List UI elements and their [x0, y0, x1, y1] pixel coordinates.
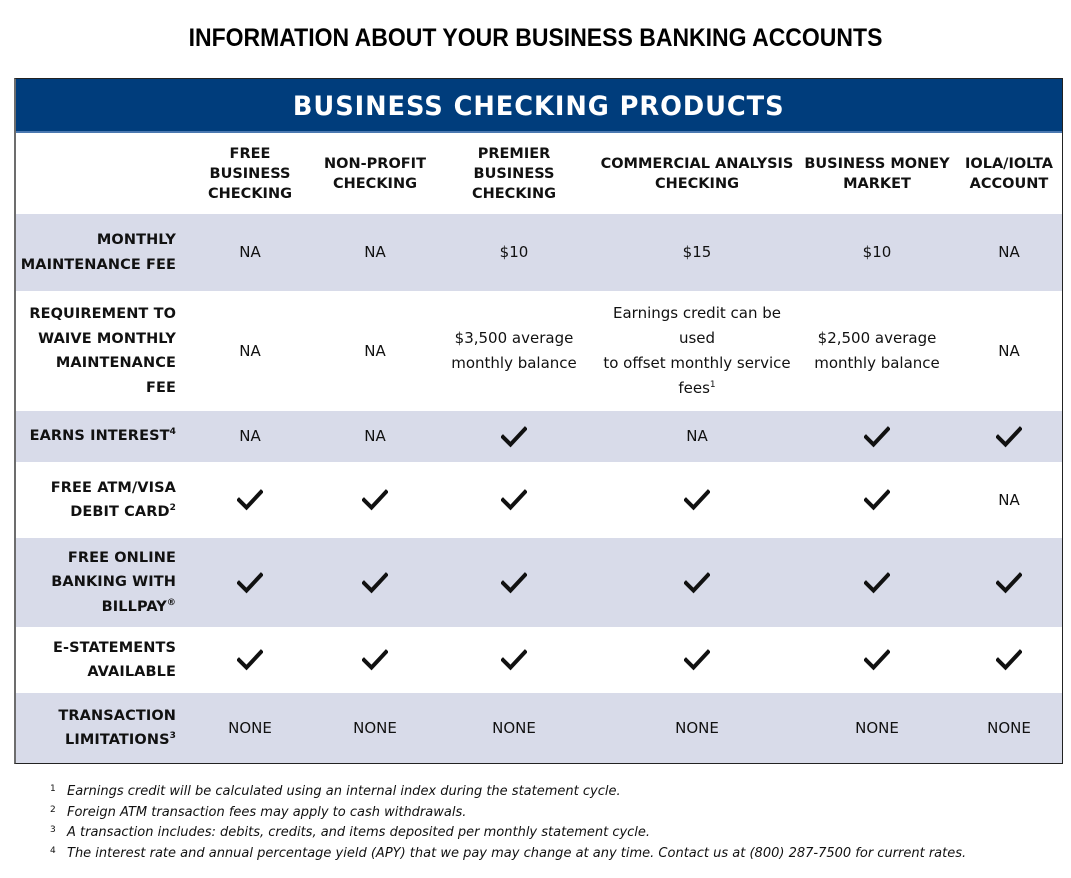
- value-cell: [958, 291, 1060, 411]
- row-label-line: [51, 500, 176, 525]
- column-header-free-business-checking: [190, 133, 310, 214]
- checkmark-cell: [436, 411, 592, 462]
- checkmark-cell: [802, 627, 952, 693]
- checkmark-icon: [237, 572, 263, 594]
- value-text: NONE: [987, 718, 1031, 737]
- value-cell: [802, 291, 952, 411]
- value-text: NONE: [353, 718, 397, 737]
- checkmark-cell: [436, 462, 592, 538]
- column-header-iola-iolta-account: [958, 133, 1060, 214]
- value-line: [451, 326, 577, 351]
- footnote-marker: 1: [709, 380, 716, 390]
- value-line: [364, 424, 385, 449]
- value-text: NA: [239, 243, 261, 261]
- value-cell: [598, 291, 796, 411]
- value-text: NA: [998, 243, 1020, 261]
- checkmark-icon: [996, 572, 1022, 594]
- column-header-line: CHECKING: [208, 185, 292, 202]
- row-label: [16, 627, 192, 693]
- footnote-text: The interest rate and annual percentage yield (APY) that we pay may change at any time. Contact us at (800) 287-7500 for current rates.: [67, 845, 967, 861]
- checkmark-icon: [501, 649, 527, 671]
- checkmark-icon: [501, 572, 527, 594]
- row-label-line: [51, 595, 176, 620]
- value-cell: [958, 462, 1060, 538]
- checkmark-cell: [190, 627, 310, 693]
- value-text: $10: [862, 243, 892, 261]
- checkmark-icon: [501, 426, 527, 448]
- checkmark-icon: [864, 572, 890, 594]
- checkmark-icon: [684, 489, 710, 511]
- footnote-text: Foreign ATM transaction fees may apply to cash withdrawals.: [67, 804, 467, 820]
- table-row: [16, 214, 1062, 291]
- checkmark-icon: [864, 649, 890, 671]
- value-line: [353, 716, 397, 741]
- checkmark-cell: [436, 627, 592, 693]
- value-line: [239, 339, 260, 364]
- value-line: [998, 339, 1019, 364]
- row-label-text: EARNS INTEREST: [29, 428, 170, 445]
- value-cell: [958, 214, 1060, 291]
- checkmark-icon: [362, 489, 388, 511]
- column-header-line: CHECKING: [472, 185, 556, 202]
- checkmark-cell: [320, 627, 430, 693]
- column-header-line: NON-PROFIT: [324, 155, 426, 172]
- banner-title: BUSINESS CHECKING PRODUCTS: [293, 91, 785, 122]
- table-banner: [16, 79, 1062, 133]
- checkmark-icon: [684, 649, 710, 671]
- checkmark-icon: [864, 426, 890, 448]
- value-cell: [598, 411, 796, 462]
- column-header-line: PREMIER BUSINESS: [473, 145, 555, 182]
- column-header-line: FREE BUSINESS: [209, 145, 291, 182]
- value-line: [598, 301, 796, 351]
- value-cell: [598, 214, 796, 291]
- value-text: NA: [239, 341, 261, 360]
- value-cell: [958, 693, 1060, 763]
- column-header-line: COMMERCIAL ANALYSIS: [600, 155, 794, 172]
- checkmark-icon: [684, 572, 710, 594]
- value-text: NONE: [675, 718, 719, 737]
- column-header-line: MARKET: [843, 175, 911, 192]
- value-cell: [320, 693, 430, 763]
- value-cell: [320, 214, 430, 291]
- value-line: [500, 240, 529, 265]
- row-label: [16, 214, 192, 291]
- value-line: [228, 716, 272, 741]
- checkmark-cell: [320, 462, 430, 538]
- row-label-text: BILLPAY: [101, 598, 167, 615]
- value-text: NA: [686, 427, 708, 445]
- value-line: [998, 488, 1019, 513]
- column-header-line: IOLA/IOLTA: [964, 155, 1054, 172]
- checkmark-cell: [598, 538, 796, 627]
- checkmark-icon: [237, 649, 263, 671]
- footnotes: [50, 782, 966, 864]
- checkmark-icon: [996, 649, 1022, 671]
- value-cell: [598, 693, 796, 763]
- value-line: [998, 240, 1019, 265]
- column-header-business-money-market: [802, 133, 952, 214]
- value-text: NONE: [228, 718, 272, 737]
- value-line: [683, 240, 712, 265]
- value-text: fees: [678, 379, 710, 397]
- column-header-commercial-analysis-checking: [598, 133, 796, 214]
- value-cell: [436, 214, 592, 291]
- footnote-marker: 2: [169, 503, 176, 514]
- value-cell: [802, 214, 952, 291]
- value-line: [364, 240, 385, 265]
- value-text: NA: [364, 427, 386, 445]
- value-cell: [436, 291, 592, 411]
- value-cell: [190, 693, 310, 763]
- row-label-line: AVAILABLE: [87, 664, 176, 680]
- column-header-row: [16, 133, 1062, 214]
- value-line: [598, 376, 796, 401]
- row-label-line: BANKING WITH: [51, 574, 176, 591]
- column-header-line: BUSINESS MONEY: [804, 155, 950, 172]
- page-title: INFORMATION ABOUT YOUR BUSINESS BANKING ACCOUNTS: [188, 24, 883, 52]
- row-label-line: [30, 424, 176, 449]
- row-label: [16, 462, 192, 538]
- checkmark-cell: [320, 538, 430, 627]
- row-label: [16, 693, 192, 763]
- value-cell: [190, 411, 310, 462]
- row-label-line: E-STATEMENTS: [52, 639, 176, 656]
- corner-cell: [16, 133, 192, 214]
- row-label-line: WAIVE MONTHLY: [38, 330, 176, 347]
- checkmark-icon: [362, 572, 388, 594]
- value-line: [863, 240, 892, 265]
- checkmark-cell: [598, 462, 796, 538]
- value-line: [239, 240, 260, 265]
- footnote-marker: ®: [166, 597, 176, 608]
- value-text: NA: [239, 427, 261, 445]
- checkmark-cell: [958, 538, 1060, 627]
- row-label-line: FREE ONLINE: [67, 549, 176, 566]
- value-text: NA: [998, 490, 1020, 509]
- footnote: [50, 844, 966, 865]
- value-text: $10: [499, 243, 529, 261]
- checkmark-icon: [237, 489, 263, 511]
- checkmark-cell: [598, 627, 796, 693]
- row-label-line: REQUIREMENT TO: [29, 306, 176, 322]
- column-header-premier-business-checking: [436, 133, 592, 214]
- value-line: [987, 716, 1031, 741]
- table-row: [16, 538, 1062, 627]
- footnote-text: Earnings credit will be calculated using an internal index during the statement cycle.: [67, 784, 621, 799]
- footnote-number: 3: [50, 825, 56, 835]
- footnote-number: 2: [50, 804, 56, 815]
- table-row: [16, 411, 1062, 462]
- value-text: $3,500 average: [454, 329, 574, 347]
- business-checking-products-table: [14, 78, 1063, 764]
- value-cell: [436, 693, 592, 763]
- value-text: NONE: [855, 718, 899, 737]
- footnote: [50, 782, 966, 803]
- value-text: monthly balance: [814, 354, 940, 372]
- value-line: [239, 424, 260, 449]
- row-label: [16, 291, 192, 411]
- row-label-line: FEE: [145, 379, 176, 396]
- value-text: monthly balance: [451, 354, 577, 372]
- value-line: [492, 716, 536, 741]
- footnote-text: A transaction includes: debits, credits, and items deposited per monthly statement cycle.: [67, 825, 651, 840]
- checkmark-icon: [501, 489, 527, 511]
- value-line: [364, 339, 385, 364]
- checkmark-cell: [802, 462, 952, 538]
- value-line: [598, 351, 796, 376]
- value-text: Earnings credit can be used: [613, 304, 781, 347]
- value-cell: [802, 693, 952, 763]
- column-header-line: ACCOUNT: [969, 175, 1049, 192]
- value-line: [675, 716, 719, 741]
- table-row: [16, 693, 1062, 763]
- value-line: [686, 424, 707, 449]
- value-line: [855, 716, 899, 741]
- table-row: [16, 462, 1062, 538]
- row-label: [16, 538, 192, 627]
- row-label: [16, 411, 192, 462]
- column-header-line: CHECKING: [333, 175, 417, 192]
- value-cell: [190, 291, 310, 411]
- checkmark-cell: [802, 538, 952, 627]
- footnote-marker: 3: [169, 731, 176, 742]
- value-text: NA: [364, 243, 386, 261]
- checkmark-cell: [190, 462, 310, 538]
- row-label-line: TRANSACTION: [58, 707, 176, 724]
- value-text: $2,500 average: [817, 329, 937, 347]
- row-label-line: [58, 728, 176, 753]
- column-header-non-profit-checking: [320, 133, 430, 214]
- footnote-marker: 4: [169, 427, 176, 438]
- value-cell: [190, 214, 310, 291]
- value-text: NA: [998, 341, 1020, 360]
- checkmark-cell: [802, 411, 952, 462]
- value-text: NA: [364, 341, 386, 360]
- row-label-line: MAINTENANCE FEE: [20, 256, 176, 273]
- checkmark-cell: [190, 538, 310, 627]
- row-label-text: LIMITATIONS: [65, 732, 170, 748]
- checkmark-icon: [996, 426, 1022, 448]
- footnote-number: 1: [50, 784, 56, 794]
- row-label-line: MAINTENANCE: [55, 355, 176, 371]
- footnote-number: 4: [50, 845, 56, 856]
- value-line: [814, 351, 940, 376]
- value-cell: [320, 291, 430, 411]
- value-text: NONE: [492, 718, 536, 737]
- checkmark-cell: [958, 411, 1060, 462]
- row-label-line: MONTHLY: [96, 232, 176, 248]
- value-text: $15: [682, 243, 712, 261]
- checkmark-icon: [362, 649, 388, 671]
- footnote: [50, 803, 966, 824]
- value-line: [814, 326, 940, 351]
- table-row: [16, 291, 1062, 411]
- checkmark-icon: [864, 489, 890, 511]
- column-header-line: CHECKING: [654, 175, 739, 192]
- value-text: to offset monthly service: [603, 354, 791, 372]
- table-row: [16, 627, 1062, 693]
- row-label-text: DEBIT CARD: [70, 504, 170, 520]
- row-label-line: FREE ATM/VISA: [50, 479, 176, 496]
- footnote: [50, 823, 966, 844]
- checkmark-cell: [958, 627, 1060, 693]
- checkmark-cell: [436, 538, 592, 627]
- value-line: [451, 351, 577, 376]
- value-cell: [320, 411, 430, 462]
